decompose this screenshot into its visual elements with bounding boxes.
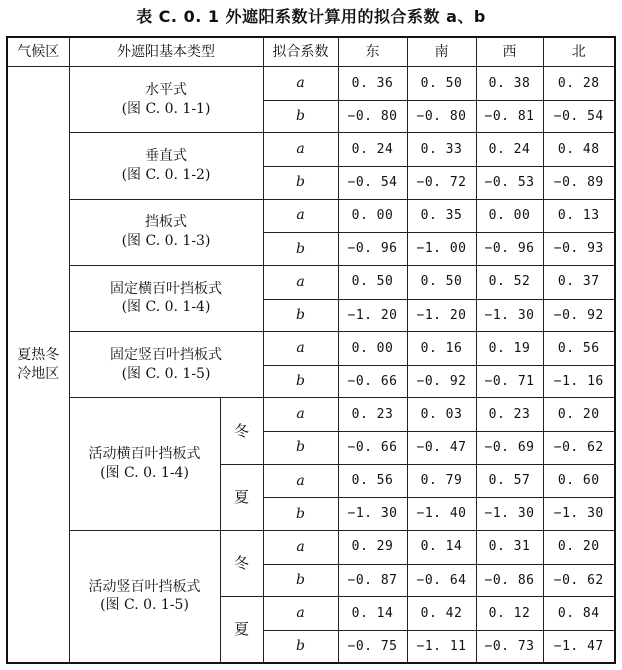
- value-cell: −0. 64: [407, 564, 476, 597]
- value-cell: 0. 20: [543, 398, 615, 432]
- value-cell: −0. 96: [476, 233, 543, 266]
- value-cell: −0. 87: [338, 564, 407, 597]
- header-north: 北: [543, 37, 615, 67]
- value-cell: −0. 71: [476, 365, 543, 398]
- value-cell: −1. 20: [338, 299, 407, 332]
- value-cell: 0. 14: [338, 597, 407, 631]
- header-climate: 气候区: [7, 37, 69, 67]
- shading-coefficient-table: [6, 36, 616, 664]
- value-cell: −1. 40: [407, 498, 476, 531]
- type-cell: [69, 199, 263, 265]
- coef-label: b: [263, 432, 338, 465]
- value-cell: 0. 50: [338, 265, 407, 299]
- value-cell: −0. 54: [543, 100, 615, 133]
- type-cell: [69, 133, 263, 199]
- value-cell: 0. 00: [338, 332, 407, 366]
- value-cell: −1. 20: [407, 299, 476, 332]
- header-west: 西: [476, 37, 543, 67]
- value-cell: 0. 50: [407, 67, 476, 101]
- coef-label: a: [263, 133, 338, 167]
- value-cell: 0. 19: [476, 332, 543, 366]
- value-cell: −0. 80: [338, 100, 407, 133]
- type-name: 水平式: [145, 81, 187, 98]
- coef-label: a: [263, 332, 338, 366]
- value-cell: 0. 37: [543, 265, 615, 299]
- value-cell: 0. 31: [476, 530, 543, 564]
- value-cell: 0. 23: [338, 398, 407, 432]
- value-cell: 0. 79: [407, 464, 476, 498]
- value-cell: 0. 00: [476, 199, 543, 233]
- value-cell: 0. 60: [543, 464, 615, 498]
- value-cell: 0. 57: [476, 464, 543, 498]
- value-cell: −0. 96: [338, 233, 407, 266]
- value-cell: −1. 47: [543, 630, 615, 663]
- coef-label: b: [263, 365, 338, 398]
- value-cell: 0. 24: [338, 133, 407, 167]
- table-title: 表 C. 0. 1 外遮阳系数计算用的拟合系数 a、b: [136, 7, 486, 26]
- type-figure: (图 C. 0. 1-3): [121, 233, 211, 250]
- type-figure: (图 C. 0. 1-2): [121, 166, 211, 183]
- type-figure: (图 C. 0. 1-5): [100, 597, 189, 614]
- type-cell: [69, 67, 263, 133]
- value-cell: 0. 48: [543, 133, 615, 167]
- value-cell: 0. 52: [476, 265, 543, 299]
- type-cell: [69, 530, 220, 663]
- table-row: [7, 199, 615, 233]
- value-cell: −1. 30: [476, 498, 543, 531]
- climate-zone-cell: [7, 67, 69, 663]
- type-name: 活动横百叶挡板式: [88, 446, 201, 463]
- coef-label: b: [263, 100, 338, 133]
- value-cell: −0. 92: [407, 365, 476, 398]
- value-cell: 0. 42: [407, 597, 476, 631]
- value-cell: −0. 89: [543, 166, 615, 199]
- coef-label: a: [263, 464, 338, 498]
- value-cell: 0. 14: [407, 530, 476, 564]
- value-cell: −0. 62: [543, 432, 615, 465]
- value-cell: 0. 13: [543, 199, 615, 233]
- type-name: 活动竖百叶挡板式: [88, 578, 201, 595]
- value-cell: −0. 86: [476, 564, 543, 597]
- coef-label: a: [263, 398, 338, 432]
- season-cell: 冬: [220, 530, 263, 596]
- type-figure: (图 C. 0. 1-1): [121, 100, 211, 117]
- value-cell: −0. 93: [543, 233, 615, 266]
- value-cell: 0. 38: [476, 67, 543, 101]
- value-cell: 0. 16: [407, 332, 476, 366]
- header-coef: 拟合系数: [263, 37, 338, 67]
- type-cell: [69, 398, 220, 531]
- type-figure: (图 C. 0. 1-4): [121, 299, 211, 316]
- value-cell: −0. 73: [476, 630, 543, 663]
- value-cell: −1. 00: [407, 233, 476, 266]
- value-cell: −0. 80: [407, 100, 476, 133]
- coef-label: a: [263, 67, 338, 101]
- coef-label: b: [263, 299, 338, 332]
- table-row: [7, 530, 615, 564]
- type-name: 挡板式: [145, 214, 187, 231]
- type-cell: [69, 332, 263, 398]
- value-cell: −0. 66: [338, 432, 407, 465]
- table-row: [7, 67, 615, 101]
- value-cell: 0. 29: [338, 530, 407, 564]
- coef-label: a: [263, 530, 338, 564]
- type-cell: [69, 265, 263, 331]
- value-cell: −0. 72: [407, 166, 476, 199]
- value-cell: −0. 92: [543, 299, 615, 332]
- value-cell: 0. 12: [476, 597, 543, 631]
- table-body: [7, 67, 615, 663]
- coef-label: b: [263, 233, 338, 266]
- value-cell: 0. 36: [338, 67, 407, 101]
- header-south: 南: [407, 37, 476, 67]
- value-cell: 0. 03: [407, 398, 476, 432]
- table-row: [7, 133, 615, 167]
- type-figure: (图 C. 0. 1-4): [100, 465, 189, 482]
- season-cell: 夏: [220, 597, 263, 663]
- table-row: [7, 398, 615, 432]
- value-cell: −1. 11: [407, 630, 476, 663]
- value-cell: −1. 30: [543, 498, 615, 531]
- coef-label: b: [263, 166, 338, 199]
- value-cell: −0. 47: [407, 432, 476, 465]
- type-name: 垂直式: [145, 148, 187, 165]
- value-cell: 0. 33: [407, 133, 476, 167]
- table-row: [7, 265, 615, 299]
- value-cell: 0. 50: [407, 265, 476, 299]
- coef-label: a: [263, 265, 338, 299]
- coef-label: a: [263, 597, 338, 631]
- value-cell: −1. 30: [338, 498, 407, 531]
- value-cell: −0. 69: [476, 432, 543, 465]
- value-cell: 0. 24: [476, 133, 543, 167]
- value-cell: 0. 84: [543, 597, 615, 631]
- value-cell: 0. 20: [543, 530, 615, 564]
- value-cell: 0. 35: [407, 199, 476, 233]
- type-figure: (图 C. 0. 1-5): [121, 365, 211, 382]
- coef-label: b: [263, 564, 338, 597]
- value-cell: −0. 54: [338, 166, 407, 199]
- value-cell: −1. 30: [476, 299, 543, 332]
- table-row: [7, 332, 615, 366]
- value-cell: 0. 56: [543, 332, 615, 366]
- value-cell: −0. 81: [476, 100, 543, 133]
- value-cell: −0. 75: [338, 630, 407, 663]
- header-east: 东: [338, 37, 407, 67]
- header-row: [7, 37, 615, 67]
- value-cell: 0. 00: [338, 199, 407, 233]
- value-cell: 0. 23: [476, 398, 543, 432]
- coef-label: a: [263, 199, 338, 233]
- value-cell: 0. 56: [338, 464, 407, 498]
- value-cell: −0. 66: [338, 365, 407, 398]
- value-cell: −0. 53: [476, 166, 543, 199]
- coef-label: b: [263, 498, 338, 531]
- climate-zone-line: 夏热冬: [17, 346, 60, 363]
- type-name: 固定竖百叶挡板式: [110, 346, 222, 363]
- season-cell: 冬: [220, 398, 263, 464]
- value-cell: −0. 62: [543, 564, 615, 597]
- type-name: 固定横百叶挡板式: [110, 280, 222, 297]
- season-cell: 夏: [220, 464, 263, 530]
- coef-label: b: [263, 630, 338, 663]
- header-type: 外遮阳基本类型: [69, 37, 263, 67]
- climate-zone-line: 冷地区: [17, 365, 60, 382]
- value-cell: −1. 16: [543, 365, 615, 398]
- value-cell: 0. 28: [543, 67, 615, 101]
